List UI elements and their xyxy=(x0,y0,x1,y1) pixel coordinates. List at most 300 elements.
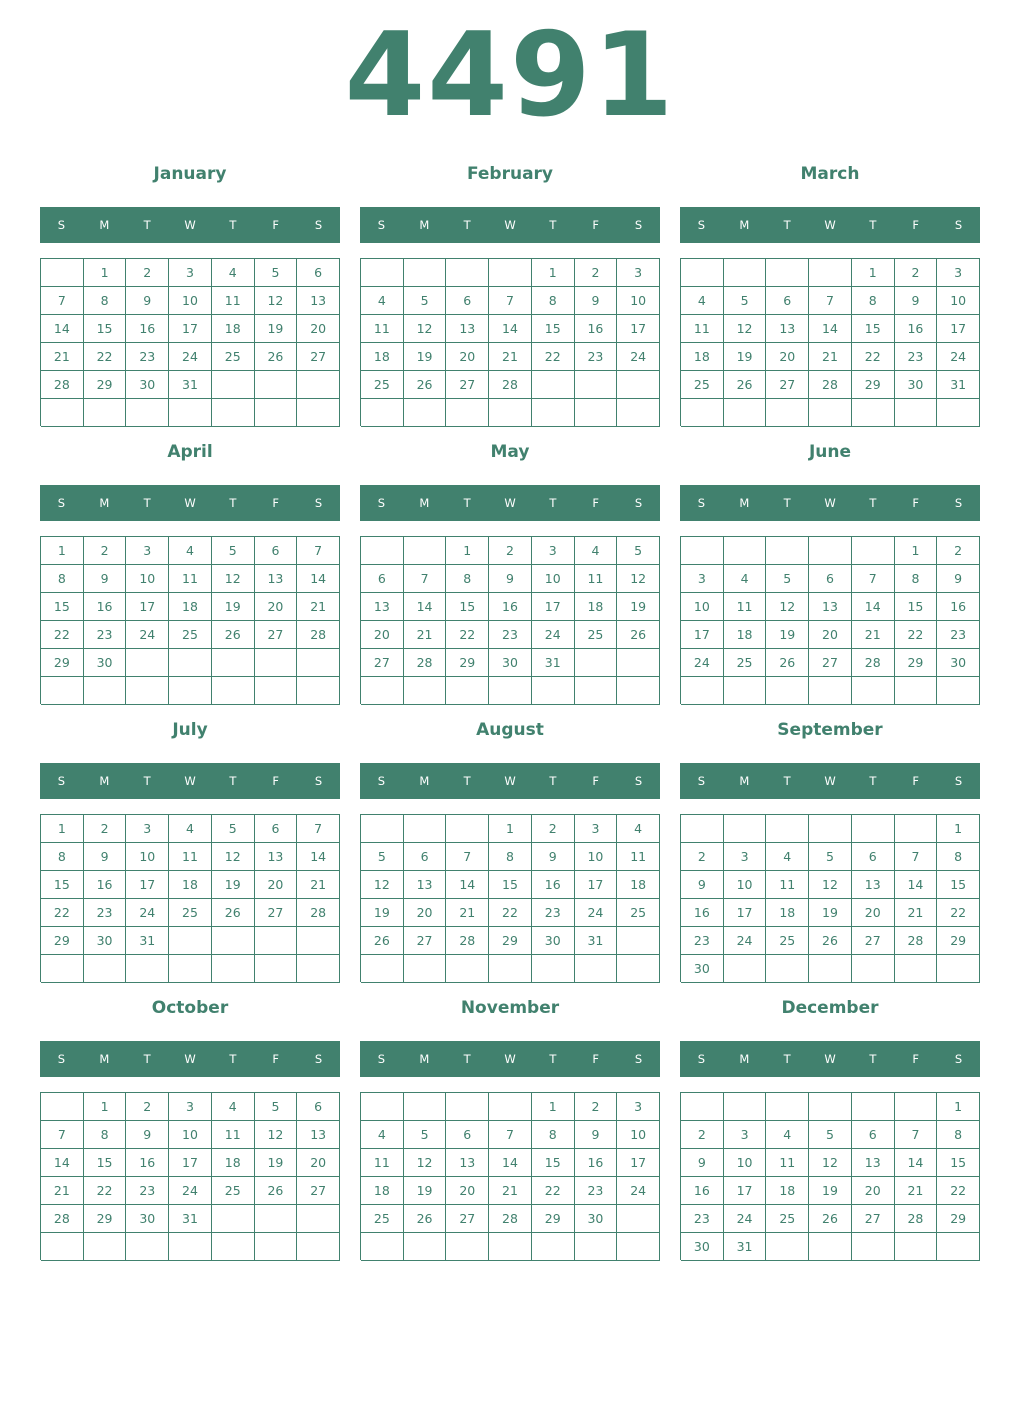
day-cell: 1 xyxy=(532,1093,575,1121)
weekday-label: S xyxy=(57,218,66,232)
day-cell: 20 xyxy=(809,621,852,649)
month-august xyxy=(360,716,660,994)
weekday-label: T xyxy=(549,1052,557,1066)
day-cell: 10 xyxy=(937,287,980,315)
day-cell: 3 xyxy=(724,843,767,871)
weekday-label: S xyxy=(634,218,643,232)
weekday-label: M xyxy=(99,774,110,788)
day-cell: 25 xyxy=(617,899,660,927)
day-cell: 11 xyxy=(617,843,660,871)
day-cell: 6 xyxy=(361,565,404,593)
day-cell: 23 xyxy=(84,899,127,927)
day-cell: 19 xyxy=(255,315,298,343)
weekday-label: M xyxy=(99,1052,110,1066)
weekday-label: S xyxy=(697,496,706,510)
empty-day-cell xyxy=(617,1205,660,1233)
weekday-label: S xyxy=(634,774,643,788)
weekday-label: F xyxy=(272,496,280,510)
empty-day-cell xyxy=(895,677,938,705)
day-cell: 3 xyxy=(681,565,724,593)
weekday-label: S xyxy=(314,496,323,510)
weekday-label: T xyxy=(143,218,151,232)
weekday-label: S xyxy=(954,774,963,788)
day-cell: 14 xyxy=(446,871,489,899)
empty-day-cell xyxy=(532,955,575,983)
empty-day-cell xyxy=(361,955,404,983)
day-cell: 2 xyxy=(84,537,127,565)
day-cell: 4 xyxy=(617,815,660,843)
weekday-label: T xyxy=(783,496,791,510)
day-cell: 18 xyxy=(169,871,212,899)
day-cell: 15 xyxy=(84,1149,127,1177)
day-cell: 25 xyxy=(169,621,212,649)
day-cell: 9 xyxy=(575,287,618,315)
empty-day-cell xyxy=(575,371,618,399)
empty-day-cell xyxy=(169,955,212,983)
day-cell: 15 xyxy=(532,1149,575,1177)
weekday-label: T xyxy=(783,218,791,232)
day-cell: 21 xyxy=(446,899,489,927)
weekday-header xyxy=(680,207,980,243)
day-cell: 6 xyxy=(852,1121,895,1149)
day-cell: 26 xyxy=(255,1177,298,1205)
day-cell: 23 xyxy=(575,343,618,371)
weekday-header xyxy=(680,485,980,521)
day-cell: 19 xyxy=(212,871,255,899)
day-cell: 17 xyxy=(169,315,212,343)
day-cell: 5 xyxy=(212,537,255,565)
day-cell: 23 xyxy=(489,621,532,649)
empty-day-cell xyxy=(681,1093,724,1121)
day-cell: 20 xyxy=(255,871,298,899)
day-cell: 16 xyxy=(575,315,618,343)
weekday-label: S xyxy=(634,496,643,510)
day-cell: 8 xyxy=(532,287,575,315)
day-cell: 19 xyxy=(766,621,809,649)
day-grid xyxy=(360,814,660,982)
day-cell: 7 xyxy=(41,287,84,315)
day-cell: 31 xyxy=(575,927,618,955)
weekday-label: S xyxy=(377,774,386,788)
day-cell: 1 xyxy=(937,815,980,843)
day-cell: 21 xyxy=(489,343,532,371)
day-cell: 31 xyxy=(724,1233,767,1261)
day-cell: 24 xyxy=(169,343,212,371)
day-cell: 16 xyxy=(84,593,127,621)
day-cell: 1 xyxy=(41,815,84,843)
day-cell: 28 xyxy=(809,371,852,399)
day-cell: 20 xyxy=(766,343,809,371)
day-cell: 17 xyxy=(724,1177,767,1205)
month-title: September xyxy=(777,720,883,740)
empty-day-cell xyxy=(446,955,489,983)
empty-day-cell xyxy=(724,955,767,983)
day-cell: 17 xyxy=(617,315,660,343)
weekday-label: M xyxy=(739,218,750,232)
day-cell: 6 xyxy=(297,1093,340,1121)
day-cell: 2 xyxy=(532,815,575,843)
weekday-header xyxy=(40,485,340,521)
empty-day-cell xyxy=(126,399,169,427)
day-cell: 21 xyxy=(489,1177,532,1205)
day-cell: 22 xyxy=(895,621,938,649)
day-cell: 31 xyxy=(169,1205,212,1233)
empty-day-cell xyxy=(404,399,447,427)
day-cell: 17 xyxy=(169,1149,212,1177)
weekday-header xyxy=(360,1041,660,1077)
day-cell: 21 xyxy=(297,593,340,621)
day-cell: 11 xyxy=(212,1121,255,1149)
day-cell: 17 xyxy=(126,871,169,899)
empty-day-cell xyxy=(809,677,852,705)
day-cell: 29 xyxy=(446,649,489,677)
day-cell: 14 xyxy=(404,593,447,621)
day-cell: 25 xyxy=(212,343,255,371)
empty-day-cell xyxy=(126,649,169,677)
day-cell: 2 xyxy=(126,1093,169,1121)
month-title: August xyxy=(476,720,544,740)
empty-day-cell xyxy=(809,1093,852,1121)
day-cell: 13 xyxy=(404,871,447,899)
empty-day-cell xyxy=(852,1093,895,1121)
day-cell: 31 xyxy=(169,371,212,399)
weekday-label: M xyxy=(419,496,430,510)
day-cell: 8 xyxy=(895,565,938,593)
day-cell: 11 xyxy=(724,593,767,621)
day-cell: 7 xyxy=(446,843,489,871)
day-cell: 19 xyxy=(361,899,404,927)
month-october xyxy=(40,994,340,1272)
day-cell: 14 xyxy=(489,1149,532,1177)
day-cell: 15 xyxy=(895,593,938,621)
day-cell: 25 xyxy=(361,1205,404,1233)
day-cell: 27 xyxy=(809,649,852,677)
empty-day-cell xyxy=(297,677,340,705)
weekday-label: S xyxy=(697,1052,706,1066)
day-cell: 15 xyxy=(446,593,489,621)
day-cell: 3 xyxy=(617,1093,660,1121)
day-cell: 5 xyxy=(809,843,852,871)
empty-day-cell xyxy=(809,815,852,843)
empty-day-cell xyxy=(937,1233,980,1261)
day-cell: 5 xyxy=(724,287,767,315)
day-cell: 4 xyxy=(681,287,724,315)
day-cell: 15 xyxy=(41,593,84,621)
day-cell: 22 xyxy=(532,343,575,371)
day-grid xyxy=(360,536,660,704)
weekday-label: S xyxy=(697,218,706,232)
empty-day-cell xyxy=(297,1233,340,1261)
empty-day-cell xyxy=(681,399,724,427)
weekday-label: W xyxy=(824,496,836,510)
month-june xyxy=(680,438,980,716)
day-cell: 7 xyxy=(895,843,938,871)
weekday-label: W xyxy=(504,496,516,510)
day-cell: 12 xyxy=(766,593,809,621)
empty-day-cell xyxy=(532,1233,575,1261)
empty-day-cell xyxy=(489,955,532,983)
day-cell: 13 xyxy=(809,593,852,621)
month-title: March xyxy=(800,164,860,184)
day-cell: 24 xyxy=(937,343,980,371)
empty-day-cell xyxy=(617,371,660,399)
day-cell: 22 xyxy=(41,899,84,927)
day-cell: 30 xyxy=(532,927,575,955)
day-cell: 8 xyxy=(41,843,84,871)
day-cell: 4 xyxy=(212,259,255,287)
day-cell: 30 xyxy=(895,371,938,399)
weekday-header xyxy=(680,1041,980,1077)
day-cell: 10 xyxy=(724,871,767,899)
empty-day-cell xyxy=(255,371,298,399)
day-grid xyxy=(40,536,340,704)
day-cell: 25 xyxy=(169,899,212,927)
weekday-label: T xyxy=(143,1052,151,1066)
empty-day-cell xyxy=(361,1093,404,1121)
weekday-label: M xyxy=(739,774,750,788)
day-cell: 4 xyxy=(361,287,404,315)
day-cell: 24 xyxy=(126,899,169,927)
weekday-label: M xyxy=(99,218,110,232)
day-cell: 26 xyxy=(617,621,660,649)
weekday-label: T xyxy=(229,1052,237,1066)
day-cell: 9 xyxy=(489,565,532,593)
day-cell: 29 xyxy=(852,371,895,399)
day-cell: 2 xyxy=(575,1093,618,1121)
month-may xyxy=(360,438,660,716)
empty-day-cell xyxy=(255,1205,298,1233)
empty-day-cell xyxy=(41,955,84,983)
weekday-label: W xyxy=(824,1052,836,1066)
day-cell: 8 xyxy=(84,287,127,315)
day-cell: 12 xyxy=(255,287,298,315)
empty-day-cell xyxy=(681,815,724,843)
day-cell: 11 xyxy=(766,871,809,899)
empty-day-cell xyxy=(126,677,169,705)
weekday-label: F xyxy=(592,496,600,510)
day-cell: 29 xyxy=(532,1205,575,1233)
empty-day-cell xyxy=(404,1093,447,1121)
day-cell: 20 xyxy=(255,593,298,621)
empty-day-cell xyxy=(84,1233,127,1261)
day-cell: 28 xyxy=(895,1205,938,1233)
day-cell: 7 xyxy=(852,565,895,593)
day-cell: 18 xyxy=(212,315,255,343)
month-april xyxy=(40,438,340,716)
empty-day-cell xyxy=(852,399,895,427)
weekday-label: T xyxy=(463,496,471,510)
day-cell: 3 xyxy=(724,1121,767,1149)
empty-day-cell xyxy=(255,399,298,427)
day-cell: 28 xyxy=(852,649,895,677)
day-cell: 1 xyxy=(937,1093,980,1121)
weekday-label: T xyxy=(229,218,237,232)
empty-day-cell xyxy=(212,399,255,427)
weekday-label: F xyxy=(912,496,920,510)
empty-day-cell xyxy=(212,1233,255,1261)
month-title: December xyxy=(781,998,879,1018)
day-cell: 15 xyxy=(489,871,532,899)
month-title: July xyxy=(172,720,208,740)
day-cell: 9 xyxy=(575,1121,618,1149)
empty-day-cell xyxy=(809,955,852,983)
empty-day-cell xyxy=(404,1233,447,1261)
day-cell: 7 xyxy=(297,537,340,565)
empty-day-cell xyxy=(361,815,404,843)
day-grid xyxy=(360,258,660,426)
weekday-label: W xyxy=(184,1052,196,1066)
day-cell: 23 xyxy=(126,1177,169,1205)
month-november xyxy=(360,994,660,1272)
day-cell: 11 xyxy=(575,565,618,593)
empty-day-cell xyxy=(489,1233,532,1261)
day-cell: 17 xyxy=(575,871,618,899)
day-cell: 13 xyxy=(766,315,809,343)
day-cell: 24 xyxy=(724,1205,767,1233)
weekday-label: T xyxy=(549,496,557,510)
day-cell: 10 xyxy=(169,1121,212,1149)
weekday-label: S xyxy=(314,774,323,788)
empty-day-cell xyxy=(852,537,895,565)
day-cell: 11 xyxy=(169,565,212,593)
empty-day-cell xyxy=(212,649,255,677)
empty-day-cell xyxy=(212,1205,255,1233)
empty-day-cell xyxy=(297,399,340,427)
day-cell: 27 xyxy=(404,927,447,955)
day-cell: 19 xyxy=(404,343,447,371)
day-cell: 2 xyxy=(489,537,532,565)
day-cell: 30 xyxy=(126,1205,169,1233)
day-cell: 21 xyxy=(297,871,340,899)
empty-day-cell xyxy=(84,399,127,427)
empty-day-cell xyxy=(489,399,532,427)
empty-day-cell xyxy=(617,955,660,983)
day-cell: 23 xyxy=(575,1177,618,1205)
day-cell: 14 xyxy=(41,1149,84,1177)
day-grid xyxy=(40,1092,340,1260)
day-cell: 8 xyxy=(41,565,84,593)
weekday-label: M xyxy=(99,496,110,510)
day-grid xyxy=(360,1092,660,1260)
month-december xyxy=(680,994,980,1272)
empty-day-cell xyxy=(255,649,298,677)
empty-day-cell xyxy=(41,259,84,287)
empty-day-cell xyxy=(169,1233,212,1261)
day-cell: 30 xyxy=(937,649,980,677)
day-cell: 7 xyxy=(404,565,447,593)
day-cell: 13 xyxy=(446,1149,489,1177)
day-cell: 26 xyxy=(724,371,767,399)
weekday-label: F xyxy=(912,774,920,788)
empty-day-cell xyxy=(724,1093,767,1121)
day-cell: 4 xyxy=(212,1093,255,1121)
empty-day-cell xyxy=(895,955,938,983)
day-cell: 14 xyxy=(852,593,895,621)
weekday-label: S xyxy=(954,496,963,510)
day-cell: 21 xyxy=(895,899,938,927)
day-cell: 3 xyxy=(126,815,169,843)
day-cell: 1 xyxy=(895,537,938,565)
day-cell: 25 xyxy=(575,621,618,649)
empty-day-cell xyxy=(937,399,980,427)
weekday-label: S xyxy=(314,1052,323,1066)
day-cell: 18 xyxy=(766,899,809,927)
day-cell: 6 xyxy=(446,287,489,315)
weekday-label: S xyxy=(954,1052,963,1066)
weekday-label: T xyxy=(463,1052,471,1066)
weekday-label: M xyxy=(739,496,750,510)
day-cell: 29 xyxy=(41,649,84,677)
empty-day-cell xyxy=(724,537,767,565)
empty-day-cell xyxy=(766,677,809,705)
empty-day-cell xyxy=(766,259,809,287)
empty-day-cell xyxy=(724,399,767,427)
day-cell: 28 xyxy=(895,927,938,955)
day-cell: 2 xyxy=(84,815,127,843)
weekday-label: T xyxy=(869,218,877,232)
day-cell: 19 xyxy=(617,593,660,621)
day-cell: 25 xyxy=(766,927,809,955)
empty-day-cell xyxy=(255,1233,298,1261)
empty-day-cell xyxy=(852,1233,895,1261)
empty-day-cell xyxy=(212,927,255,955)
day-cell: 28 xyxy=(41,1205,84,1233)
day-cell: 20 xyxy=(852,1177,895,1205)
day-cell: 25 xyxy=(681,371,724,399)
weekday-header xyxy=(680,763,980,799)
weekday-label: T xyxy=(869,1052,877,1066)
day-cell: 27 xyxy=(852,927,895,955)
day-cell: 29 xyxy=(84,1205,127,1233)
day-cell: 30 xyxy=(489,649,532,677)
day-cell: 5 xyxy=(809,1121,852,1149)
day-cell: 12 xyxy=(212,565,255,593)
day-cell: 25 xyxy=(766,1205,809,1233)
day-cell: 10 xyxy=(681,593,724,621)
empty-day-cell xyxy=(766,1093,809,1121)
weekday-label: F xyxy=(272,218,280,232)
day-cell: 17 xyxy=(937,315,980,343)
month-march xyxy=(680,160,980,438)
day-cell: 26 xyxy=(361,927,404,955)
day-cell: 16 xyxy=(937,593,980,621)
empty-day-cell xyxy=(84,955,127,983)
empty-day-cell xyxy=(489,1093,532,1121)
day-cell: 11 xyxy=(766,1149,809,1177)
day-cell: 27 xyxy=(446,1205,489,1233)
day-cell: 18 xyxy=(169,593,212,621)
empty-day-cell xyxy=(489,677,532,705)
day-cell: 23 xyxy=(895,343,938,371)
month-title: May xyxy=(490,442,530,462)
day-cell: 12 xyxy=(212,843,255,871)
day-cell: 4 xyxy=(169,815,212,843)
day-cell: 14 xyxy=(895,1149,938,1177)
day-cell: 15 xyxy=(84,315,127,343)
weekday-label: T xyxy=(229,774,237,788)
day-cell: 27 xyxy=(852,1205,895,1233)
day-cell: 31 xyxy=(126,927,169,955)
day-cell: 7 xyxy=(297,815,340,843)
day-cell: 16 xyxy=(126,1149,169,1177)
month-title: April xyxy=(167,442,213,462)
day-cell: 23 xyxy=(126,343,169,371)
empty-day-cell xyxy=(446,677,489,705)
weekday-label: T xyxy=(463,218,471,232)
day-cell: 24 xyxy=(617,343,660,371)
day-cell: 25 xyxy=(212,1177,255,1205)
weekday-label: T xyxy=(783,774,791,788)
